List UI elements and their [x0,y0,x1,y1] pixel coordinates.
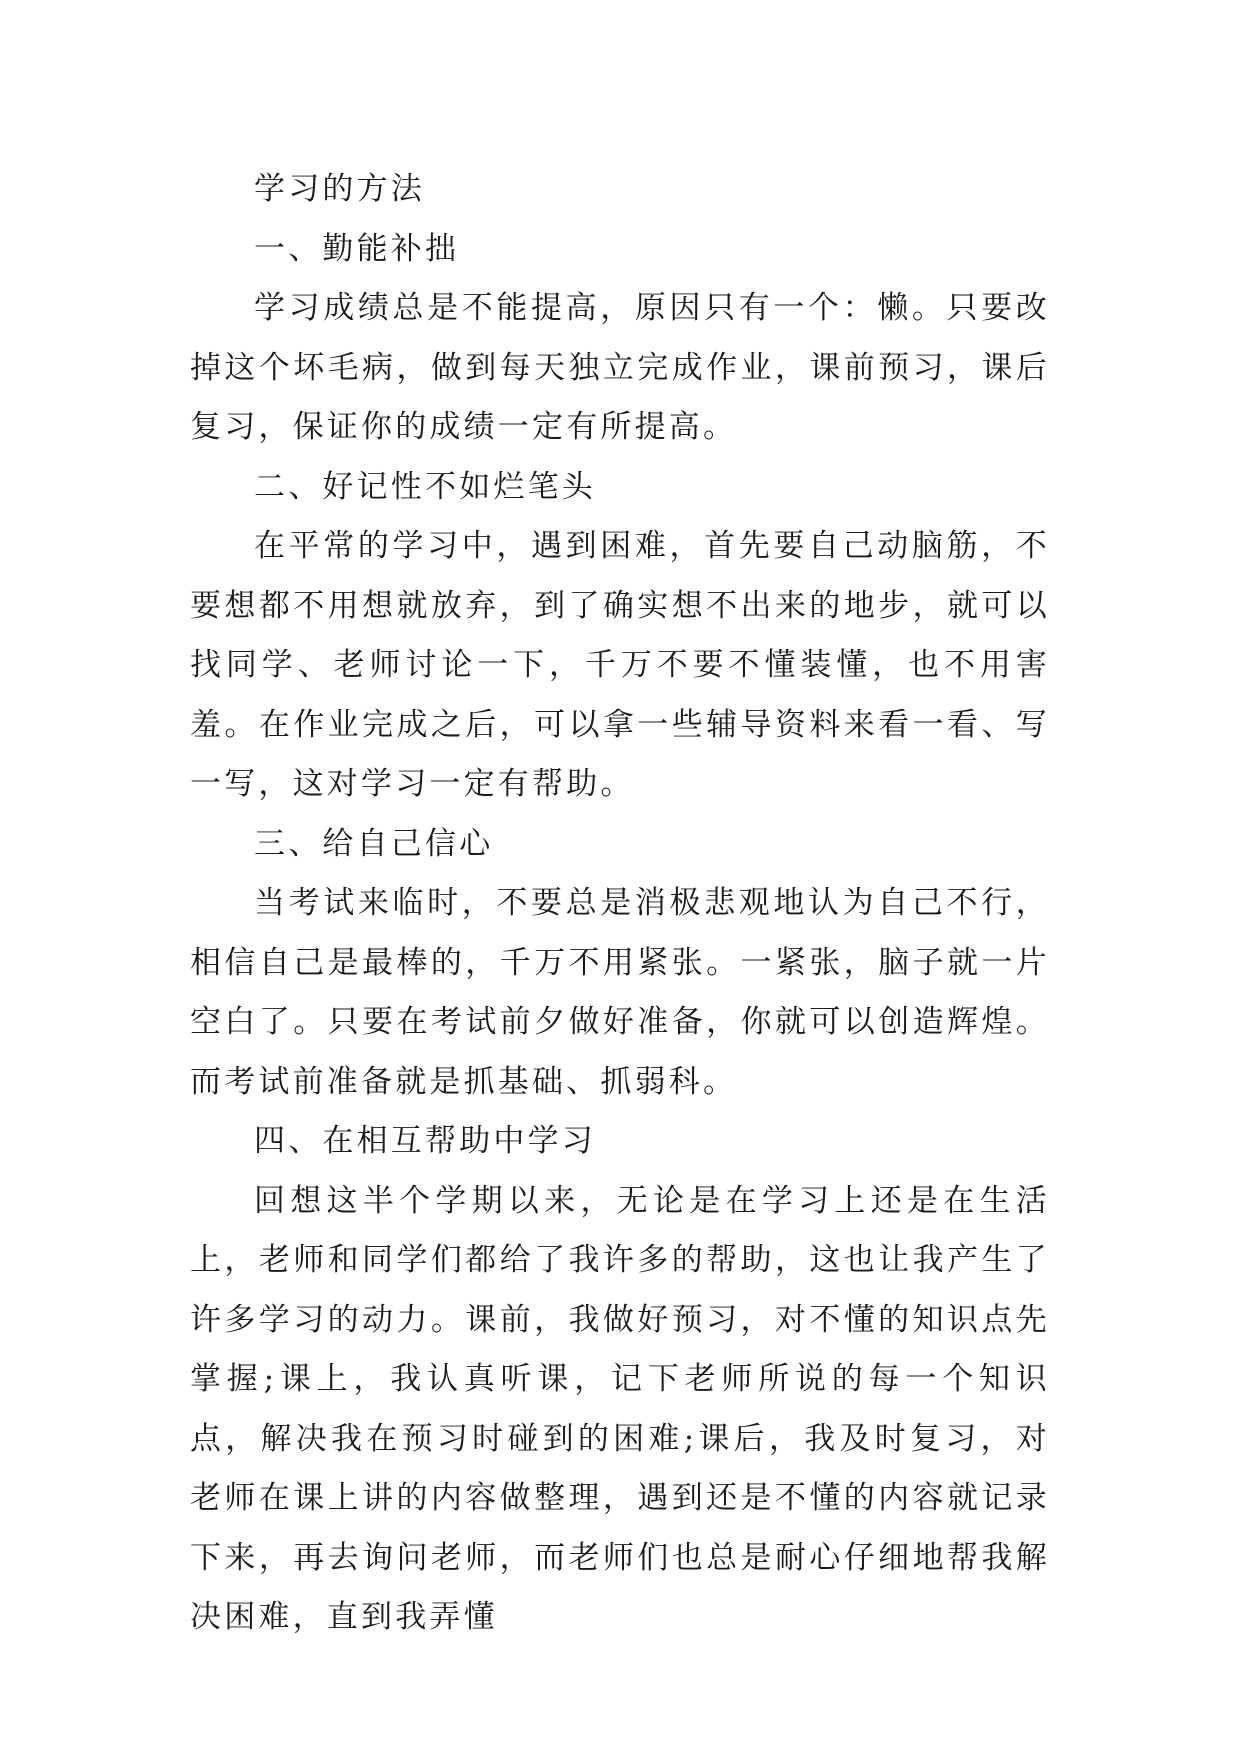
document-title: 学习的方法 [254,171,425,207]
section-paragraph: 学习成绩总是不能提高，原因只有一个：懒。只要改掉这个坏毛病，做到每天独立完成作业，课前预习，课后复习，保证你的成绩一定有所提高。 [190,290,1050,445]
section-paragraph: 在平常的学习中，遇到困难，首先要自己动脑筋，不要想都不用想就放弃，到了确实想不出来的地步，就可以找同学、老师讨论一下，千万不要不懂装懂，也不用害羞。在作业完成之后，可以拿一些辅导资料来看一看、写一写，这对学习一定有帮助。 [190,528,1050,802]
section-heading: 二、好记性不如烂笔头 [254,468,596,505]
section-heading: 四、在相互帮助中学习 [254,1123,596,1159]
section-heading: 一、勤能补拙 [254,230,460,267]
section-heading: 三、给自己信心 [254,825,494,862]
document-body [190,160,1050,1648]
section-paragraph: 当考试来临时，不要总是消极悲观地认为自己不行，相信自己是最棒的，千万不用紧张。一紧张，脑子就一片空白了。只要在考试前夕做好准备，你就可以创造辉煌。而考试前准备就是抓基础、抓弱科。 [190,885,1050,1100]
section-paragraph: 回想这半个学期以来，无论是在学习上还是在生活上，老师和同学们都给了我许多的帮助，这也让我产生了许多学习的动力。课前，我做好预习，对不懂的知识点先掌握;课上，我认真听课，记下老师所说的每一个知识点，解决我在预习时碰到的困难;课后，我及时复习，对老师在课上讲的内容做整理，遇到还是不懂的内容就记录下来，再去询问老师，而老师们也总是耐心仔细地帮我解决困难，直到我弄懂 [190,1182,1050,1635]
